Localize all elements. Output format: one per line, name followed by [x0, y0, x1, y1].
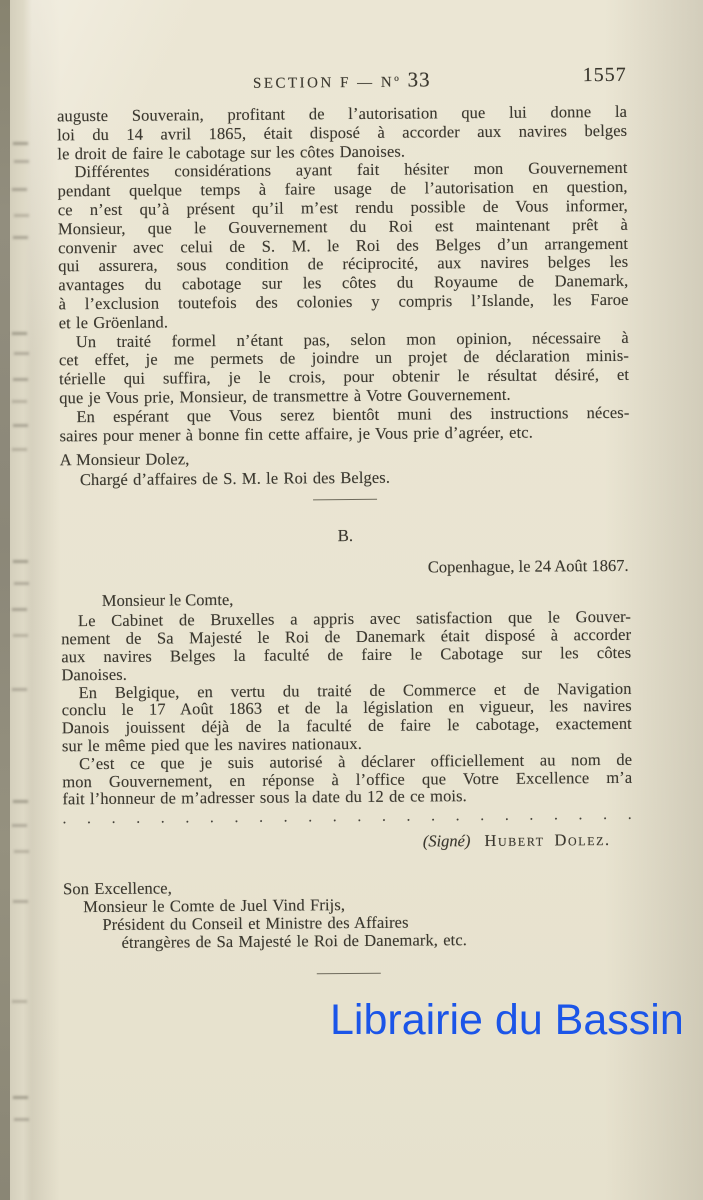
section-title	[57, 63, 627, 95]
letter-a-line: Un traité formel n’étant pas, selon mon opinion, nécessaire à	[75, 327, 629, 351]
letter-b-dateline: Copenhague, le 24 Août 1867.	[427, 556, 629, 577]
end-divider-rule	[317, 973, 381, 975]
letter-a-line: le droit de faire le cabotage sur les côtes Danoises.	[57, 141, 406, 163]
signed-label: (Signé)	[422, 831, 471, 851]
letter-a-line: convenir avec celui de S. M. le Roi des Belges d’un arrangement	[58, 233, 629, 257]
letter-a-line: Monsieur, que le Gouvernement du Roi est maintenant prêt à	[57, 214, 628, 239]
letter-a-line: En espérant que Vous serez bientôt muni des instructions néces-	[76, 402, 630, 426]
page-edge-band	[10, 0, 32, 1200]
letter-b-line: En Belgique, en vertu du traité de Commerce et de Navigation	[78, 678, 632, 702]
signature-line	[63, 830, 633, 854]
letter-b-line: Le Cabinet de Bruxelles a appris avec satisfaction que le Gouver-	[77, 607, 632, 631]
letter-a-line: que je Vous prie, Monsieur, de transmettre à Votre Gouvernement.	[59, 384, 511, 408]
addressee-line: Chargé d’affaires de S. M. le Roi des Belges.	[79, 467, 391, 489]
letter-b-line: conclu le 17 Août 1863 et de la législation en vigueur, les navires	[61, 696, 632, 720]
letter-b-line: Danoises.	[61, 664, 128, 685]
letter-a-line: auguste Souverain, profitant de l’autorisation que lui donne la	[56, 101, 628, 126]
letter-b-addressee	[63, 876, 634, 952]
letter-a-line: qui assurera, sous condition de réciprocité, aux navires belges les	[58, 252, 629, 276]
letter-a-line: pendant quelque temps à faire usage de l’autorisation en question,	[57, 177, 628, 201]
page-edge-marks	[12, 0, 27, 3]
letter-b-line: fait l’honneur de m’adresser sous la date du 12 de ce mois.	[62, 786, 467, 809]
letter-b-line: aux navires Belges la faculté de faire le Cabotage sur les côtes	[61, 642, 632, 667]
page-content	[56, 0, 634, 977]
letter-a-line: avantages du cabotage sur les côtes du Royaume de Danemark,	[58, 271, 629, 295]
book-spine-edge	[0, 0, 10, 1200]
letter-a-line: et le Gröenland.	[58, 312, 169, 333]
addressee-line: A Monsieur Dolez,	[59, 449, 190, 470]
addressee-line: Président du Conseil et Ministre des Affaires	[102, 912, 409, 934]
running-head	[57, 63, 627, 96]
letter-b-line: nement de Sa Majesté le Roi de Danemark était disposé à accorder	[61, 624, 632, 649]
section-number: 33	[407, 67, 431, 92]
letter-a-line: térielle qui suffira, je le crois, pour obtenir le résultat désiré, et	[59, 364, 630, 389]
letter-a-addressee	[60, 446, 630, 489]
addressee-line: Monsieur le Comte de Juel Vind Frijs,	[83, 894, 346, 917]
letter-b-body	[61, 608, 633, 808]
bookseller-watermark: Librairie du Bassin	[330, 996, 684, 1044]
letter-b-line: C’est ce que je suis autorisé à déclarer officiellement au nom de	[79, 749, 633, 773]
letter-a-line: Différentes considérations ayant fait hésiter mon Gouvernement	[74, 158, 628, 182]
letter-b-line: sur le même pied que les navires nationaux.	[61, 733, 362, 756]
addressee-line: Son Excellence,	[63, 878, 172, 899]
letter-b-line: Danois jouissent déjà de la faculté de faire le cabotage, exactement	[61, 713, 632, 738]
omission-dots-row: . . . . . . . . . . . . . . . . . . . . . . . .	[62, 806, 633, 828]
letter-a-line: loi du 14 avril 1865, était disposé à accorder aux navires belges	[57, 120, 628, 145]
letter-b-line: mon Gouvernement, en réponse à l’office que Votre Excellence m’a	[62, 767, 633, 791]
section-divider-rule	[313, 499, 377, 501]
letter-b-salutation: Monsieur le Comte,	[101, 590, 234, 611]
letter-b-heading: B.	[337, 526, 354, 546]
signatory-name: Hubert Dolez.	[484, 830, 611, 851]
letter-a-body	[57, 103, 630, 446]
letter-a-line: à l’exclusion toutefois des colonies y compris l’Islande, les Faroe	[58, 289, 629, 314]
letter-a-line: ce n’est qu’à présent qu’il m’est rendu possible de Vous informer,	[57, 195, 628, 220]
letter-a-line: cet effet, je me permets de joindre un projet de déclaration minis-	[58, 346, 630, 370]
addressee-line: étrangères de Sa Majesté le Roi de Danemark, etc.	[121, 929, 468, 952]
section-title-text: SECTION F — Nº	[252, 74, 402, 92]
letter-a-line: saires pour mener à bonne fin cette affaire, je Vous prie d’agréer, etc.	[59, 422, 533, 445]
page-number: 1557	[582, 63, 627, 87]
